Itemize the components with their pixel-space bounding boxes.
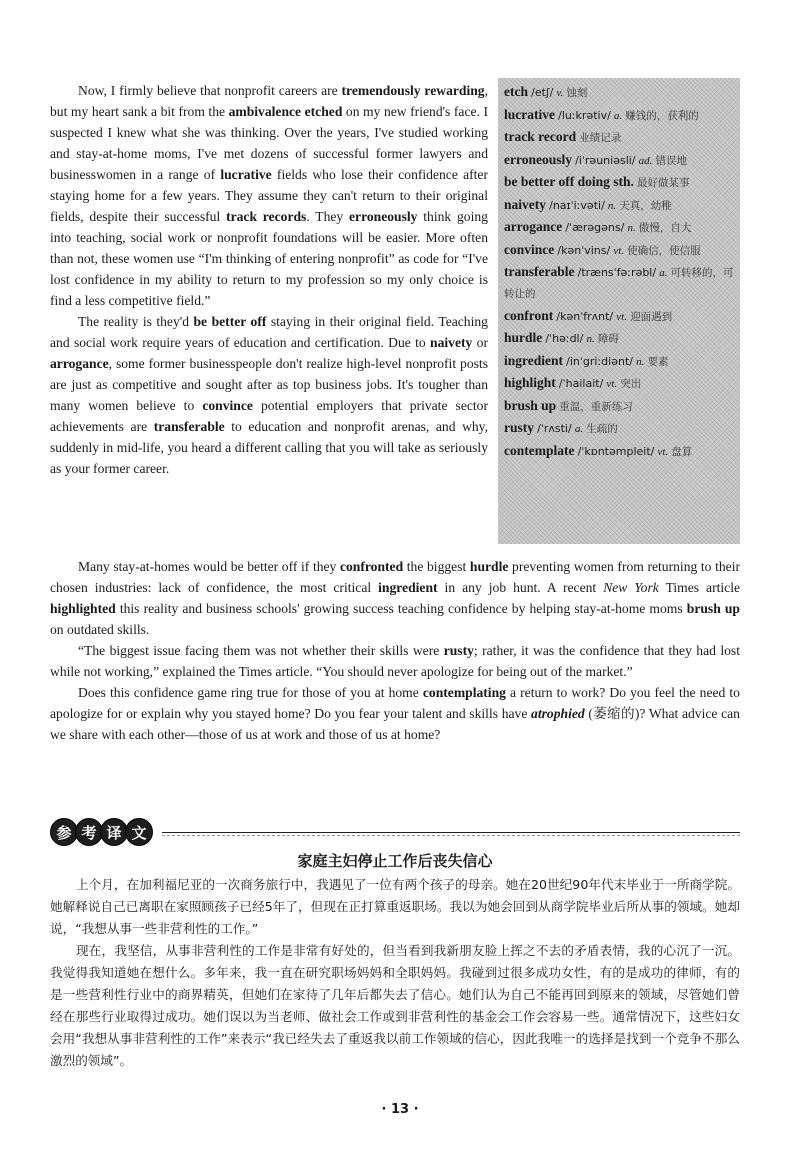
vocab-entry xyxy=(504,195,734,216)
vocab-meaning: 使确信，使信服 xyxy=(627,244,701,257)
vocab-meaning: 突出 xyxy=(620,378,642,390)
reference-badges xyxy=(50,818,150,846)
page-number: · 13 · xyxy=(381,1102,419,1117)
vocab-entry xyxy=(504,127,734,148)
vocab-pos: ad. xyxy=(638,154,653,167)
vocab-phonetic: /ˈkɒntəmpleit/ xyxy=(577,444,655,458)
keyword: ingredient xyxy=(378,580,438,595)
vocab-meaning: 盘算 xyxy=(671,445,693,458)
vocab-pos: v. xyxy=(556,87,564,99)
text-run: this reality and business schools' growing success teaching confidence by helping stay-at-home moms xyxy=(115,601,687,616)
vocab-pos: n. xyxy=(607,199,617,212)
vocab-pos: vt. xyxy=(616,310,627,323)
keyword: rusty xyxy=(443,643,474,658)
vocab-pos: a. xyxy=(613,109,623,122)
article-paragraph-4 xyxy=(50,640,740,682)
vocab-phonetic: /inˈgriːdiənt/ xyxy=(566,354,633,368)
vocab-entry xyxy=(504,306,734,327)
header-rule-dashed xyxy=(162,835,740,836)
text-run: Does this confidence game ring true for those of you at home xyxy=(78,685,423,700)
vocab-phonetic: /kənˈvins/ xyxy=(557,243,611,257)
vocab-word: naivety xyxy=(504,196,546,212)
reference-badge: 译 xyxy=(100,818,128,846)
vocab-entry xyxy=(504,373,734,394)
vocab-phonetic: /naɪˈiːvəti/ xyxy=(549,198,605,212)
vocab-entry xyxy=(504,240,734,261)
text-run: in any job hunt. A recent xyxy=(437,580,604,595)
text-run: “The biggest issue facing them was not whether their skills were xyxy=(78,643,444,658)
vocab-word: highlight xyxy=(504,375,556,390)
vocab-entry xyxy=(504,82,734,103)
vocab-meaning: 赚钱的，获利的 xyxy=(625,109,699,122)
vocab-entry xyxy=(504,217,734,238)
vocab-pos: vt. xyxy=(657,445,669,458)
vocab-phonetic: /ˈhailait/ xyxy=(558,377,604,390)
vocab-phonetic: /luːkrətiv/ xyxy=(558,108,611,122)
keyword: arrogance xyxy=(50,356,109,371)
text-run: Many stay-at-homes would be better off if they xyxy=(78,559,340,574)
vocab-entry xyxy=(504,351,734,372)
article-upper-column xyxy=(50,80,488,479)
vocab-word: be better off doing sth. xyxy=(504,174,634,189)
italic-text: New York xyxy=(603,580,659,595)
text-run: on outdated skills. xyxy=(50,622,150,637)
translation-paragraph: 上个月，在加利福尼亚的一次商务旅行中，我遇见了一位有两个孩子的母亲。她在20世纪90年代末毕业于一所商学院。她解释说自己已离职在家照顾孩子已经5年了，但现在正打算重返职场。我以为她会回到从商学院毕业后所从事的领域。她却说，“我想从事一些非营利性的工作。” xyxy=(50,877,740,936)
article-paragraph-5 xyxy=(50,682,740,745)
vocab-pos: vt. xyxy=(613,244,625,257)
vocab-entry xyxy=(504,105,734,126)
vocab-entry xyxy=(504,441,734,462)
vocab-word: confront xyxy=(504,307,554,323)
vocab-meaning: 可转移的，可转让的 xyxy=(504,267,734,300)
text-run: ; rather, it was the confidence that they had lost while not working,” explained the Times article. “You should never apologize for being out of the market.” xyxy=(50,643,740,679)
vocab-meaning: 要素 xyxy=(647,355,669,368)
vocab-word: contemplate xyxy=(504,442,575,458)
vocab-word: lucrative xyxy=(504,106,555,122)
keyword: tremendously rewarding xyxy=(341,83,485,98)
vocab-meaning: 傲慢，自大 xyxy=(638,222,692,234)
vocab-entry xyxy=(504,172,734,193)
vocab-phonetic: /kənˈfrʌnt/ xyxy=(556,309,614,323)
vocab-pos: vt. xyxy=(606,378,618,390)
keyword: be better off xyxy=(193,314,267,329)
vocab-pos: n. xyxy=(586,333,595,345)
text-run: preventing women from returning to their chosen industries: lack of confidence, the most critical xyxy=(50,559,741,595)
keyword: convince xyxy=(202,398,253,413)
text-run: Times article xyxy=(658,580,741,595)
text-run: a return to work? Do you feel the need to apologize for or explain why you stayed home? Do you fear your talent and skills have xyxy=(50,685,740,721)
vocab-meaning: 天真，幼稚 xyxy=(619,199,672,212)
keyword: brush up xyxy=(686,601,740,616)
text-run: or xyxy=(472,335,488,350)
vocab-phonetic: /ˈærəgəns/ xyxy=(565,221,625,234)
vocab-meaning: 错误地 xyxy=(655,154,688,167)
vocab-entry xyxy=(504,396,734,417)
keyword: contemplating xyxy=(422,685,506,700)
text-run: potential employers that private sector achievements are xyxy=(50,398,489,434)
vocab-word: transferable xyxy=(504,264,575,279)
translation-body xyxy=(50,874,740,1072)
vocab-pos: a. xyxy=(574,423,584,435)
keyword: naivety xyxy=(430,335,473,350)
vocab-phonetic: /etʃ/ xyxy=(531,86,554,99)
text-run: on my new friend's face. I suspected I knew what she was thinking. Over the years, I've studied working and stay-at-home moms, I've met dozens of successful former lawyers and businesswomen in a range of xyxy=(50,104,488,182)
keyword: highlighted xyxy=(50,601,116,616)
vocab-word: etch xyxy=(504,84,528,99)
reference-badge: 文 xyxy=(125,818,153,846)
text-run: , but my heart sank a bit from the xyxy=(50,83,488,119)
vocab-word: brush up xyxy=(504,397,557,413)
reference-badge: 考 xyxy=(75,818,103,846)
translation-paragraph: 现在，我坚信，从事非营利性的工作是非常有好处的，但当看到我新朋友脸上挥之不去的矛盾表情，我的心沉了一沉。我觉得我知道她在想什么。多年来，我一直在研究职场妈妈和全职妈妈。我碰到过很多成功女性，有的是成功的律师，有的是一些营利性行业中的商界精英，但她们在家待了几年后都失去了信心。她们认为自己不能再回到原来的领域，尽管她们曾经在那些行业取得过成功。她们误以为当老师、做社会工作或到非营利性的基金会工作会容易一些。通常情况下，这些妇女会用“我想从事非营利性的工作”来表示“我已经失去了重返我以前工作领域的信心，因此我唯一的选择是找到一个竞争不那么激烈的领域”。 xyxy=(50,943,740,1068)
text-run: (萎缩的)? What advice can we share with each other—those of us at work and those of us at home? xyxy=(50,706,740,742)
keyword: atrophied xyxy=(531,706,585,721)
header-rule xyxy=(162,832,740,833)
vocab-meaning: 重温，重新练习 xyxy=(559,400,633,413)
vocab-phonetic: /ˈrʌsti/ xyxy=(537,422,572,435)
text-run: the biggest xyxy=(403,559,470,574)
vocab-entry xyxy=(504,418,734,439)
vocab-word: rusty xyxy=(504,420,534,435)
text-run: fields who lose their confidence after staying home for a few years. They assume they can't return to their original fields, despite their successful xyxy=(50,167,488,224)
vocab-meaning: 业绩记录 xyxy=(579,132,622,144)
text-run: to education and nonprofit arenas, and why, suddenly in mid-life, you heard a different calling that you will take as seriously as your former career. xyxy=(50,419,488,476)
vocab-meaning: 最好做某事 xyxy=(637,177,690,189)
vocab-word: convince xyxy=(504,241,555,257)
vocab-entry xyxy=(504,150,734,171)
reference-translation-header xyxy=(50,818,740,848)
keyword: ambivalence etched xyxy=(228,104,343,119)
article-lower-section xyxy=(50,556,740,745)
translation-title: 家庭主妇停止工作后丧失信心 xyxy=(297,852,493,870)
vocab-pos: n. xyxy=(627,222,636,234)
keyword: lucrative xyxy=(220,167,272,182)
text-run: think going into teaching, social work or nonprofit foundations will be easier. More often than not, these women use “I'm thinking of entering nonprofit” as code for “I've lost confidence in my ability to return to my profession so my only choice is find a less competitive field.” xyxy=(50,209,488,308)
text-run: staying in their original field. Teaching and social work require years of education and certification. Due to xyxy=(50,314,488,350)
vocab-meaning: 障碍 xyxy=(597,333,619,345)
article-paragraph-2 xyxy=(50,311,488,479)
vocab-word: erroneously xyxy=(504,151,572,167)
vocab-entry xyxy=(504,328,734,349)
text-run: . They xyxy=(306,209,350,224)
reference-badge: 参 xyxy=(50,818,78,846)
article-paragraph-3 xyxy=(50,556,740,640)
vocab-pos: n. xyxy=(636,355,645,368)
keyword: confronted xyxy=(339,559,404,574)
keyword: track records xyxy=(226,209,307,224)
vocab-word: hurdle xyxy=(504,330,543,345)
vocab-meaning: 迎面遇到 xyxy=(630,310,673,323)
vocabulary-sidebar xyxy=(498,78,740,544)
vocab-phonetic: /ˈhəːdl/ xyxy=(545,332,584,345)
vocab-word: track record xyxy=(504,129,577,144)
vocab-pos: a. xyxy=(659,267,668,279)
keyword: hurdle xyxy=(469,559,509,574)
vocab-phonetic: /trænsˈfəːrəbl/ xyxy=(577,266,657,279)
text-run: The reality is they'd xyxy=(78,314,194,329)
keyword: erroneously xyxy=(349,209,418,224)
vocab-phonetic: /iˈrəuniəsli/ xyxy=(575,153,636,167)
keyword: transferable xyxy=(153,419,225,434)
vocab-meaning: 生疏的 xyxy=(586,423,618,435)
vocab-word: ingredient xyxy=(504,352,564,368)
text-run: Now, I firmly believe that nonprofit careers are xyxy=(78,83,342,98)
vocab-entry xyxy=(504,262,734,304)
vocab-meaning: 蚀刻 xyxy=(566,87,588,99)
vocab-word: arrogance xyxy=(504,219,563,234)
text-run: , some former businesspeople don't realize high-level nonprofit posts are just as competitive and sought after as top business jobs. It's tougher than many women believe to xyxy=(50,356,488,413)
article-paragraph-1 xyxy=(50,80,488,311)
